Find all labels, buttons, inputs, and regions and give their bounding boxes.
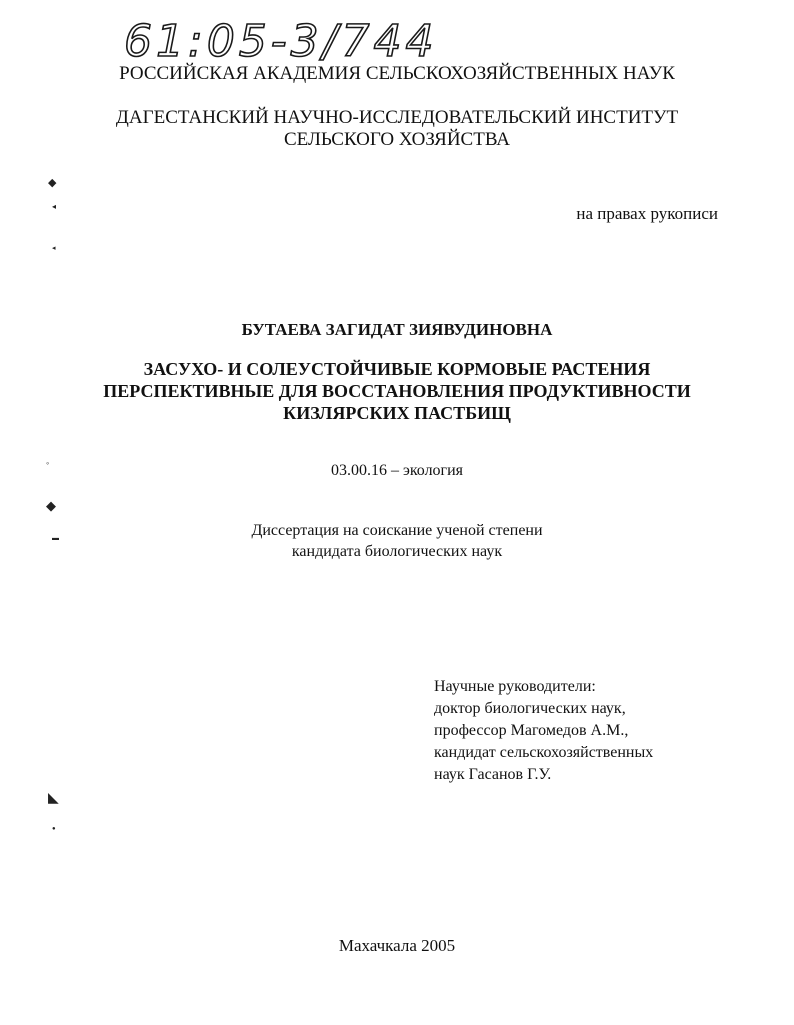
advisor-2-name: наук Гасанов Г.У.: [434, 766, 552, 783]
org-institute-line2: СЕЛЬСКОГО ХОЗЯЙСТВА: [283, 129, 511, 150]
dissertation-line2: кандидата биологических наук: [291, 543, 503, 560]
scan-speck: ●: [52, 826, 56, 832]
author-name: БУТАЕВА ЗАГИДАТ ЗИЯВУДИНОВНА: [241, 320, 553, 339]
advisors-block: [434, 676, 754, 786]
dissertation-line1: Диссертация на соискание ученой степени: [251, 522, 543, 539]
advisor-1-name: профессор Магомедов А.М.,: [434, 722, 629, 739]
scan-speck: ◦: [46, 458, 50, 468]
specialty-code: 03.00.16 – экология: [330, 462, 464, 479]
rights-note: на правах рукописи: [576, 204, 718, 223]
dissertation-degree: [0, 520, 794, 562]
thesis-title-line2: ПЕРСПЕКТИВНЫЕ ДЛЯ ВОССТАНОВЛЕНИЯ ПРОДУКТИВНОСТИ: [103, 381, 691, 401]
handwritten-code-text: 61:05-3/744: [124, 16, 438, 67]
advisor-2-degree: кандидат сельскохозяйственных: [434, 744, 654, 761]
scan-speck: ◆: [48, 177, 57, 189]
thesis-title-line3: КИЗЛЯРСКИХ ПАСТБИЩ: [283, 403, 511, 423]
thesis-title-line1: ЗАСУХО- И СОЛЕУСТОЙЧИВЫЕ КОРМОВЫЕ РАСТЕНИЯ: [143, 359, 651, 379]
scan-speck: ◂: [52, 244, 56, 252]
scan-speck: ◂: [52, 202, 57, 211]
advisors-heading: Научные руководители:: [434, 678, 596, 695]
scan-speck: ◆: [46, 498, 56, 513]
city-year: Махачкала 2005: [338, 936, 456, 955]
org-academy: РОССИЙСКАЯ АКАДЕМИЯ СЕЛЬСКОХОЗЯЙСТВЕННЫХ НАУК: [119, 63, 675, 84]
scan-speck: ▬: [52, 534, 59, 542]
advisor-1-degree: доктор биологических наук,: [434, 700, 626, 717]
org-institute-line1: ДАГЕСТАНСКИЙ НАУЧНО-ИССЛЕДОВАТЕЛЬСКИЙ ИНСТИТУТ: [115, 107, 679, 128]
thesis-title: [0, 358, 794, 424]
scan-speck: ◣: [48, 791, 59, 806]
